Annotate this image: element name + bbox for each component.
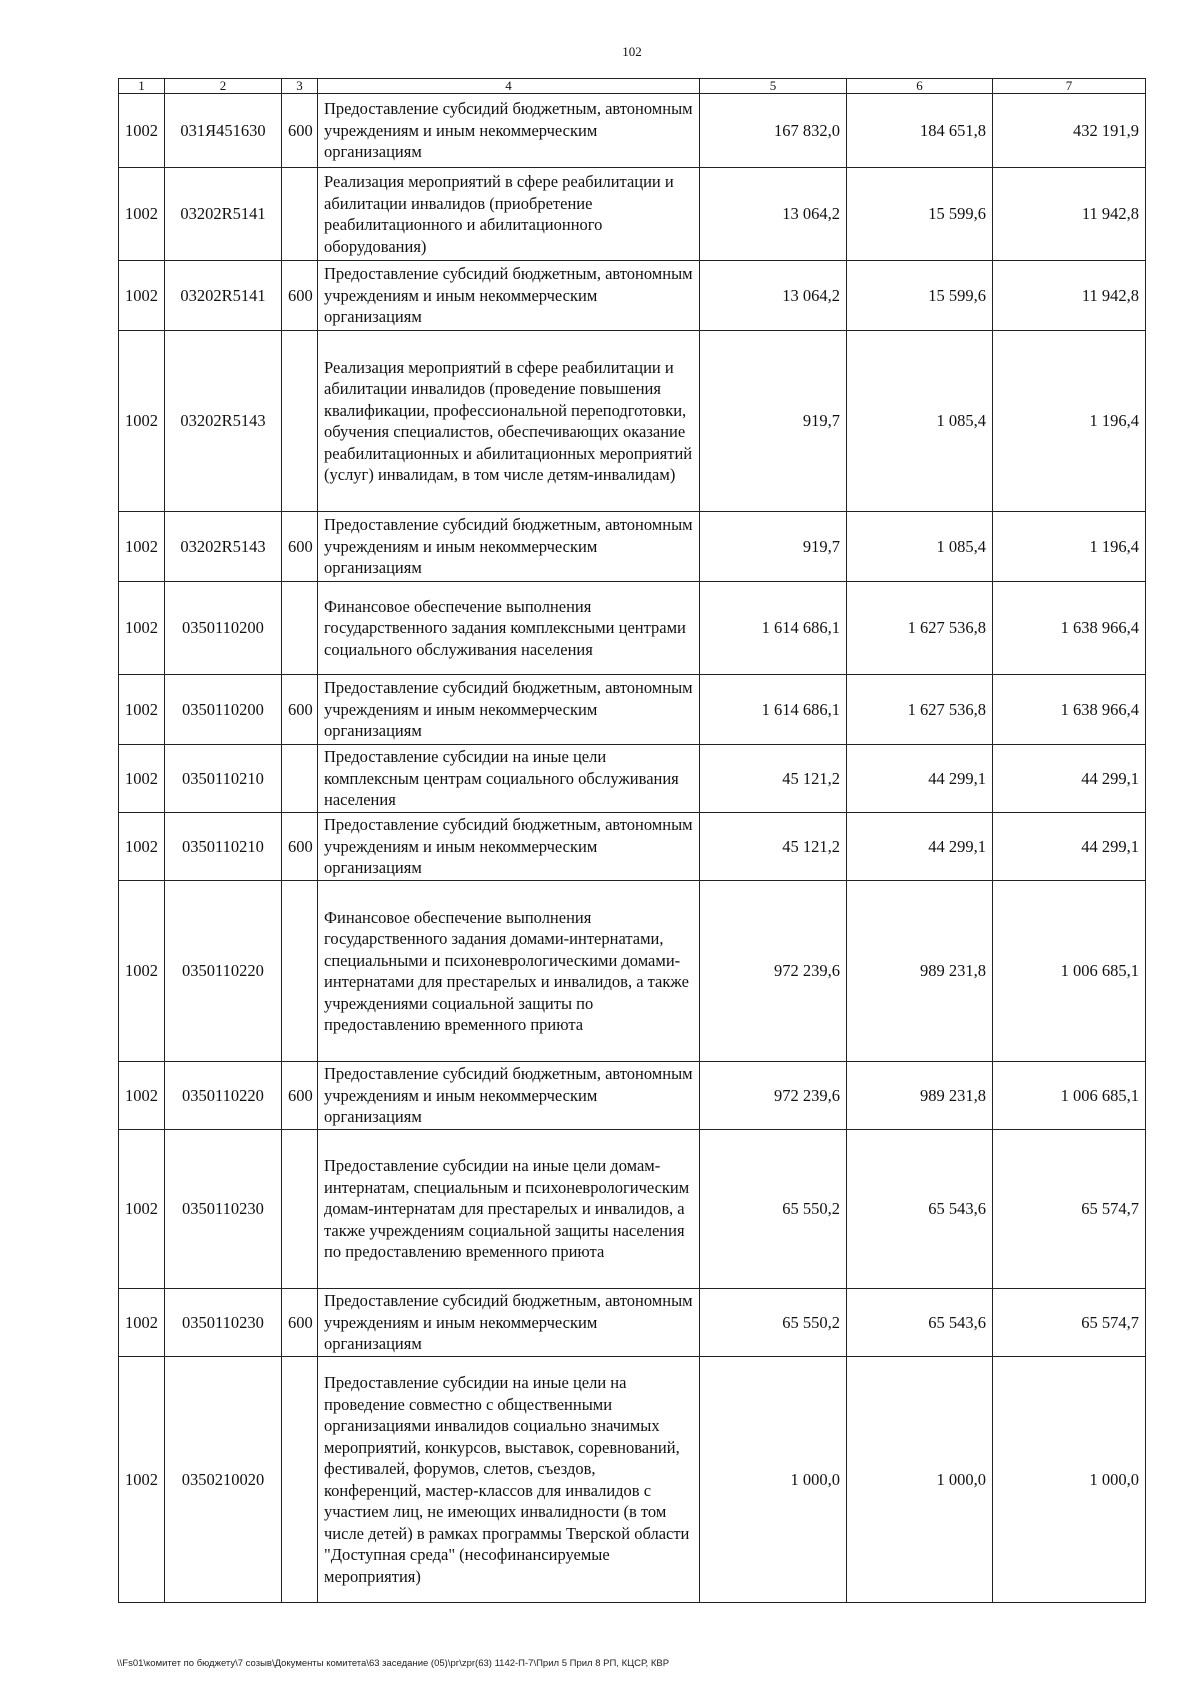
amount-col6: 1 000,0 — [847, 1357, 993, 1603]
amount-col5: 919,7 — [700, 512, 847, 582]
amount-col6: 65 543,6 — [847, 1289, 993, 1357]
amount-col6: 1 627 536,8 — [847, 582, 993, 675]
item-name: Предоставление субсидий бюджетным, автономным учреждениям и иным некоммерческим организациям — [318, 94, 700, 168]
amount-col7: 1 196,4 — [993, 331, 1146, 512]
column-header: 3 — [282, 79, 318, 94]
item-name: Предоставление субсидий бюджетным, автономным учреждениям и иным некоммерческим организациям — [318, 512, 700, 582]
expense-kind: 600 — [282, 1062, 318, 1130]
amount-col5: 45 121,2 — [700, 813, 847, 881]
amount-col7: 1 638 966,4 — [993, 582, 1146, 675]
expense-kind — [282, 582, 318, 675]
item-name: Предоставление субсидий бюджетным, автономным учреждениям и иным некоммерческим организациям — [318, 1289, 700, 1357]
page-number: 102 — [622, 44, 642, 59]
table-row — [119, 512, 1146, 582]
expense-kind — [282, 168, 318, 261]
target-code: 0350110210 — [165, 813, 282, 881]
amount-col5: 45 121,2 — [700, 745, 847, 813]
expense-kind — [282, 1357, 318, 1603]
section-code: 1002 — [119, 1062, 165, 1130]
amount-col5: 13 064,2 — [700, 261, 847, 331]
amount-col7: 11 942,8 — [993, 261, 1146, 331]
budget-table — [118, 78, 1146, 1603]
table-row — [119, 1062, 1146, 1130]
amount-col5: 1 614 686,1 — [700, 582, 847, 675]
amount-col5: 13 064,2 — [700, 168, 847, 261]
amount-col5: 972 239,6 — [700, 1062, 847, 1130]
amount-col7: 1 000,0 — [993, 1357, 1146, 1603]
section-code: 1002 — [119, 582, 165, 675]
section-code: 1002 — [119, 1357, 165, 1603]
amount-col5: 167 832,0 — [700, 94, 847, 168]
item-name: Финансовое обеспечение выполнения государственного задания комплексными центрами социального обслуживания населения — [318, 582, 700, 675]
expense-kind: 600 — [282, 261, 318, 331]
item-name: Предоставление субсидий бюджетным, автономным учреждениям и иным некоммерческим организациям — [318, 813, 700, 881]
target-code: 0350110230 — [165, 1289, 282, 1357]
item-name: Предоставление субсидий бюджетным, автономным учреждениям и иным некоммерческим организациям — [318, 1062, 700, 1130]
amount-col7: 432 191,9 — [993, 94, 1146, 168]
table-row — [119, 331, 1146, 512]
amount-col6: 989 231,8 — [847, 881, 993, 1062]
table-row — [119, 745, 1146, 813]
section-code: 1002 — [119, 881, 165, 1062]
amount-col5: 919,7 — [700, 331, 847, 512]
column-header: 4 — [318, 79, 700, 94]
file-path-footer: \\Fs01\комитет по бюджету\7 созыв\Документы комитета\63 заседание (05)\рг\zpr(63) 1142-П-7\Прил 5 Прил 8 РП, КЦСР, КВР — [117, 1658, 670, 1669]
amount-col6: 15 599,6 — [847, 168, 993, 261]
section-code: 1002 — [119, 813, 165, 881]
expense-kind: 600 — [282, 94, 318, 168]
section-code: 1002 — [119, 261, 165, 331]
amount-col6: 44 299,1 — [847, 813, 993, 881]
item-name: Предоставление субсидий бюджетным, автономным учреждениям и иным некоммерческим организациям — [318, 261, 700, 331]
item-name: Предоставление субсидии на иные цели домам-интернатам, специальным и психоневрологическим домам-интернатам для престарелых и инвалидов, а также учреждениям социальной защиты населения по предоставлению временного приюта — [318, 1130, 700, 1289]
table-row — [119, 582, 1146, 675]
item-name: Предоставление субсидии на иные цели комплексным центрам социального обслуживания населения — [318, 745, 700, 813]
amount-col7: 65 574,7 — [993, 1289, 1146, 1357]
amount-col5: 1 000,0 — [700, 1357, 847, 1603]
item-name: Предоставление субсидий бюджетным, автономным учреждениям и иным некоммерческим организациям — [318, 675, 700, 745]
amount-col6: 989 231,8 — [847, 1062, 993, 1130]
target-code: 031Я451630 — [165, 94, 282, 168]
amount-col7: 1 638 966,4 — [993, 675, 1146, 745]
target-code: 0350110220 — [165, 1062, 282, 1130]
table-row — [119, 675, 1146, 745]
expense-kind: 600 — [282, 1289, 318, 1357]
target-code: 03202R5143 — [165, 331, 282, 512]
item-name: Реализация мероприятий в сфере реабилитации и абилитации инвалидов (проведение повышения квалификации, профессиональной переподготовки, обучения специалистов, обеспечивающих оказание реабилитационных и абилитационных мероприятий (услуг) инвалидам, в том числе детям-инвалидам) — [318, 331, 700, 512]
table-row — [119, 168, 1146, 261]
amount-col6: 15 599,6 — [847, 261, 993, 331]
expense-kind — [282, 1130, 318, 1289]
amount-col6: 44 299,1 — [847, 745, 993, 813]
target-code: 0350110220 — [165, 881, 282, 1062]
target-code: 0350110200 — [165, 582, 282, 675]
amount-col7: 1 196,4 — [993, 512, 1146, 582]
item-name: Предоставление субсидии на иные цели на проведение совместно с общественными организациями инвалидов социально значимых мероприятий, конкурсов, выставок, соревнований, фестивалей, форумов, слетов, съездов, конференций, мастер-классов для инвалидов с участием лиц, не имеющих инвалидности (в том числе детей) в рамках программы Тверской области "Доступная среда" (несофинансируемые мероприятия) — [318, 1357, 700, 1603]
table-row — [119, 1289, 1146, 1357]
table-row — [119, 813, 1146, 881]
column-header: 1 — [119, 79, 165, 94]
target-code: 0350210020 — [165, 1357, 282, 1603]
target-code: 03202R5141 — [165, 261, 282, 331]
section-code: 1002 — [119, 675, 165, 745]
amount-col7: 11 942,8 — [993, 168, 1146, 261]
table-row — [119, 94, 1146, 168]
amount-col7: 1 006 685,1 — [993, 881, 1146, 1062]
amount-col7: 1 006 685,1 — [993, 1062, 1146, 1130]
amount-col6: 65 543,6 — [847, 1130, 993, 1289]
target-code: 0350110200 — [165, 675, 282, 745]
section-code: 1002 — [119, 168, 165, 261]
table-row — [119, 1357, 1146, 1603]
expense-kind — [282, 745, 318, 813]
item-name: Реализация мероприятий в сфере реабилитации и абилитации инвалидов (приобретение реабилитационного и абилитационного оборудования) — [318, 168, 700, 261]
target-code: 03202R5143 — [165, 512, 282, 582]
section-code: 1002 — [119, 745, 165, 813]
column-header: 7 — [993, 79, 1146, 94]
expense-kind: 600 — [282, 813, 318, 881]
table-row — [119, 1130, 1146, 1289]
target-code: 0350110210 — [165, 745, 282, 813]
amount-col6: 1 085,4 — [847, 512, 993, 582]
section-code: 1002 — [119, 94, 165, 168]
expense-kind: 600 — [282, 512, 318, 582]
amount-col7: 65 574,7 — [993, 1130, 1146, 1289]
amount-col5: 65 550,2 — [700, 1289, 847, 1357]
column-header: 2 — [165, 79, 282, 94]
section-code: 1002 — [119, 1289, 165, 1357]
amount-col5: 1 614 686,1 — [700, 675, 847, 745]
amount-col6: 1 627 536,8 — [847, 675, 993, 745]
expense-kind — [282, 881, 318, 1062]
amount-col7: 44 299,1 — [993, 745, 1146, 813]
section-code: 1002 — [119, 331, 165, 512]
amount-col6: 184 651,8 — [847, 94, 993, 168]
section-code: 1002 — [119, 1130, 165, 1289]
table-row — [119, 881, 1146, 1062]
table-row — [119, 261, 1146, 331]
expense-kind — [282, 331, 318, 512]
amount-col6: 1 085,4 — [847, 331, 993, 512]
item-name: Финансовое обеспечение выполнения государственного задания домами-интернатами, специальными и психоневрологическими домами-интернатами для престарелых и инвалидов, а также учреждениями социальной защиты по предоставлению временного приюта — [318, 881, 700, 1062]
target-code: 03202R5141 — [165, 168, 282, 261]
amount-col7: 44 299,1 — [993, 813, 1146, 881]
column-header: 5 — [700, 79, 847, 94]
section-code: 1002 — [119, 512, 165, 582]
amount-col5: 65 550,2 — [700, 1130, 847, 1289]
expense-kind: 600 — [282, 675, 318, 745]
target-code: 0350110230 — [165, 1130, 282, 1289]
column-header: 6 — [847, 79, 993, 94]
header-row — [119, 79, 1146, 94]
amount-col5: 972 239,6 — [700, 881, 847, 1062]
